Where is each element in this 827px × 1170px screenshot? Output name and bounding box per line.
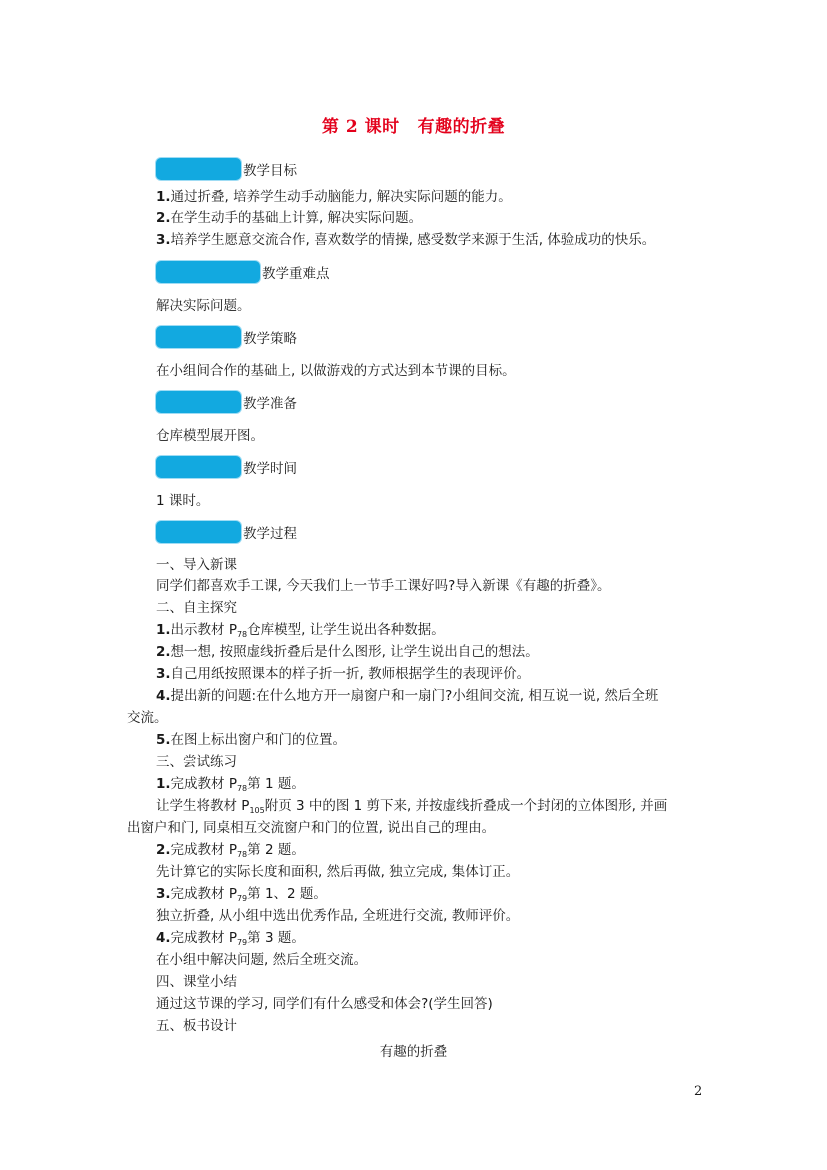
section-label: 教学策略	[243, 331, 297, 347]
board-design-title: 有趣的折叠	[379, 1044, 448, 1060]
exercise-text: 让学生将教材 $P_{105}$附页 3 中的图 1 剪下来, 并按虚线折叠成一个封闭的立体图形, 并画	[156, 798, 668, 815]
exercise-item: 2.完成教材 $P_{78}$第 2 题。	[156, 842, 305, 859]
goal-item: 1.通过折叠, 培养学生动手动脑能力, 解决实际问题的能力。	[156, 189, 512, 205]
process-text: 同学们都喜欢手工课, 今天我们上一节手工课好吗?导入新课《有趣的折叠》。	[156, 578, 611, 594]
section-header-prep	[156, 390, 297, 414]
section-label: 教学重难点	[262, 266, 330, 282]
goal-item: 3.培养学生愿意交流合作, 喜欢数学的情操, 感受数学来源于生活, 体验成功的快乐。	[156, 232, 656, 248]
goal-item: 2.在学生动手的基础上计算, 解决实际问题。	[156, 210, 423, 226]
section-badge	[156, 261, 260, 283]
process-step: 4.提出新的问题:在什么地方开一扇窗户和一扇门?小组间交流, 相互说一说, 然后全班	[156, 688, 659, 704]
process-step: 3.自己用纸按照课本的样子折一折, 教师根据学生的表现评价。	[156, 666, 531, 682]
process-heading: 一、导入新课	[156, 557, 237, 573]
section-header-strategy	[156, 325, 297, 349]
exercise-item: 1.完成教材 $P_{78}$第 1 题。	[156, 776, 305, 793]
section-header-goals	[156, 157, 297, 181]
section-header-process	[156, 520, 297, 544]
section-label: 教学目标	[243, 163, 297, 179]
page-number: 2	[694, 1084, 703, 1099]
process-step: 2.想一想, 按照虚线折叠后是什么图形, 让学生说出自己的想法。	[156, 644, 539, 660]
section-badge	[156, 158, 241, 180]
process-heading: 二、自主探究	[156, 600, 237, 616]
section-label: 教学过程	[243, 526, 297, 542]
process-step: 5.在图上标出窗户和门的位置。	[156, 732, 347, 748]
page-title	[0, 112, 827, 137]
section-badge	[156, 456, 241, 478]
section-header-keypoints	[156, 260, 330, 284]
section-badge	[156, 391, 241, 413]
summary-text: 通过这节课的学习, 同学们有什么感受和体会?(学生回答)	[156, 996, 493, 1012]
process-heading: 三、尝试练习	[156, 754, 237, 770]
exercise-text: 先计算它的实际长度和面积, 然后再做, 独立完成, 集体订正。	[156, 864, 520, 880]
section-label: 教学时间	[243, 461, 297, 477]
exercise-text: 独立折叠, 从小组中选出优秀作品, 全班进行交流, 教师评价。	[156, 908, 520, 924]
strategy-text: 在小组间合作的基础上, 以做游戏的方式达到本节课的目标。	[156, 363, 516, 379]
process-step-continued: 交流。	[127, 710, 168, 726]
process-heading: 五、板书设计	[156, 1018, 237, 1034]
keypoints-text: 解决实际问题。	[156, 298, 251, 314]
section-label: 教学准备	[243, 396, 297, 412]
lesson-number: 第 2 课时	[321, 117, 400, 137]
process-heading: 四、课堂小结	[156, 974, 237, 990]
time-text: 1 课时。	[156, 493, 210, 509]
process-step: 1.出示教材 $P_{78}$仓库模型, 让学生说出各种数据。	[156, 622, 445, 639]
exercise-item: 3.完成教材 $P_{79}$第 1、2 题。	[156, 886, 327, 903]
section-badge	[156, 326, 241, 348]
exercise-text-continued: 出窗户和门, 同桌相互交流窗户和门的位置, 说出自己的理由。	[127, 820, 496, 836]
section-header-time	[156, 455, 297, 479]
prep-text: 仓库模型展开图。	[156, 428, 264, 444]
section-badge	[156, 521, 241, 543]
exercise-text: 在小组中解决问题, 然后全班交流。	[156, 952, 368, 968]
exercise-item: 4.完成教材 $P_{79}$第 3 题。	[156, 930, 305, 947]
lesson-name: 有趣的折叠	[417, 117, 506, 137]
